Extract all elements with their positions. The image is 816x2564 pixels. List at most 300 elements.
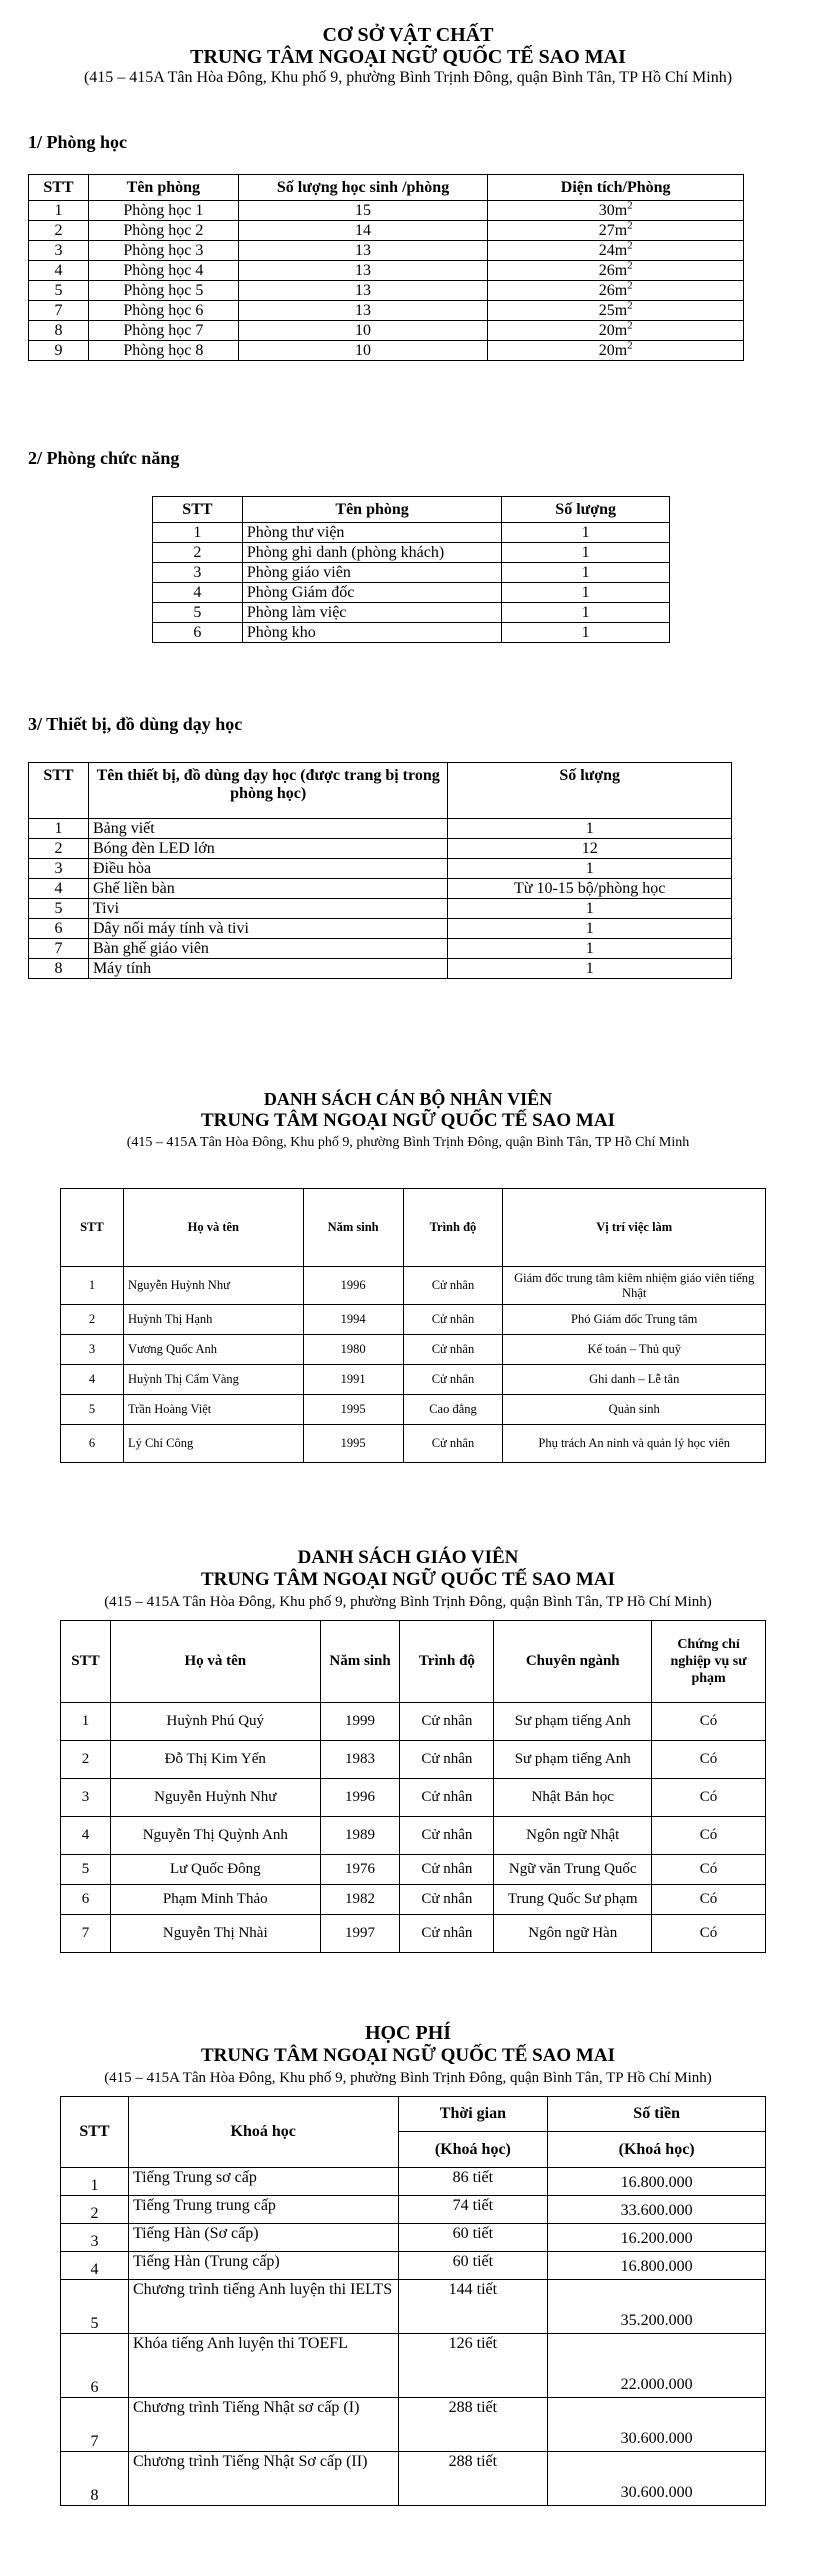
row-students: 14 [238,221,488,241]
row-full-name: Huỳnh Thị Cẩm Vàng [123,1365,303,1395]
teachers-title: DANH SÁCH GIÁO VIÊN [297,1547,519,1568]
table-row [29,201,744,221]
col-fee-label: Số tiền [548,2097,765,2132]
facility-org: TRUNG TÂM NGOẠI NGỮ QUỐC TẾ SAO MAI [190,46,626,68]
classrooms-heading: 1/ Phòng học [28,132,128,152]
area-unit: m [614,261,628,279]
col-stt: STT [29,175,89,201]
table-row [61,1305,766,1335]
row-duration: 86 tiết [398,2168,548,2196]
area-unit: m [614,321,628,339]
row-full-name: Lư Quốc Đông [110,1855,320,1885]
row-certificate: Có [652,1855,766,1885]
table-row [153,563,670,583]
table-row [29,221,744,241]
row-stt: 2 [61,1305,124,1335]
table-row [29,341,744,361]
row-stt: 5 [29,281,89,301]
col-level: Trình độ [403,1189,503,1267]
equipment-table [28,762,732,979]
row-level: Cử nhân [400,1915,494,1953]
row-quantity: 1 [502,623,670,643]
row-full-name: Huỳnh Thị Hạnh [123,1305,303,1335]
row-area [488,241,744,261]
table-row [61,1817,766,1855]
col-position: Vị trí việc làm [503,1189,766,1267]
fees-title: HỌC PHÍ [364,2022,452,2044]
col-duration-sub: (Khoá học) [434,2141,511,2158]
row-birth-year: 1999 [320,1703,400,1741]
row-stt: 5 [153,603,243,623]
col-room-name: Tên phòng [242,497,501,523]
col-course: Khoá học [128,2097,398,2168]
staff-title: DANH SÁCH CÁN BỘ NHÂN VIÊN [263,1089,553,1109]
table-row [61,2168,766,2196]
row-birth-year: 1976 [320,1855,400,1885]
table-row [61,1855,766,1885]
row-level: Cử nhân [400,1779,494,1817]
row-quantity: 1 [448,859,732,879]
row-stt: 6 [29,919,89,939]
equipment-heading: 3/ Thiết bị, đồ dùng dạy học [28,714,243,734]
area-exponent: 2 [627,239,633,252]
function-rooms-heading: 2/ Phòng chức năng [28,448,180,468]
col-certificate: Chứng chỉ nghiệp vụ sư phạm [652,1621,766,1703]
row-position: Phụ trách An ninh và quản lý học viên [503,1425,766,1463]
table-row [153,603,670,623]
row-stt: 3 [61,1335,124,1365]
row-birth-year: 1980 [303,1335,403,1365]
row-birth-year: 1997 [320,1915,400,1953]
area-unit: m [614,241,628,259]
row-quantity: 1 [502,583,670,603]
row-level: Cao đẳng [403,1395,503,1425]
teachers-header-row [61,1621,766,1703]
area-exponent: 2 [627,319,633,332]
row-course: Tiếng Hàn (Trung cấp) [128,2252,398,2280]
table-row [61,2252,766,2280]
row-room-name: Phòng Giám đốc [242,583,501,603]
col-equipment-name: Tên thiết bị, đồ dùng dạy học (được trang bị trong phòng học) [88,763,447,819]
table-row [29,241,744,261]
col-major: Chuyên ngành [494,1621,652,1703]
row-quantity: 1 [502,563,670,583]
area-value: 20 [598,321,615,339]
area-unit: m [614,221,628,239]
row-duration: 126 tiết [398,2334,548,2398]
row-students: 13 [238,241,488,261]
row-stt: 2 [61,2196,129,2224]
row-position: Phó Giám đốc Trung tâm [503,1305,766,1335]
table-row [153,543,670,563]
table-row [61,2280,766,2334]
staff-org: TRUNG TÂM NGOẠI NGỮ QUỐC TẾ SAO MAI [201,1110,615,1131]
col-level: Trình độ [400,1621,494,1703]
row-fee: 30.600.000 [548,2452,766,2506]
col-fee-sub: (Khoá học) [618,2141,695,2158]
col-quantity: Số lượng [502,497,670,523]
area-exponent: 2 [627,259,633,272]
area-exponent: 2 [627,339,633,352]
row-students: 13 [238,301,488,321]
row-certificate: Có [652,1817,766,1855]
fees-org: TRUNG TÂM NGOẠI NGỮ QUỐC TẾ SAO MAI [201,2045,615,2066]
area-exponent: 2 [627,279,633,292]
row-full-name: Phạm Minh Thảo [110,1885,320,1915]
row-certificate: Có [652,1741,766,1779]
row-birth-year: 1994 [303,1305,403,1335]
row-area [488,201,744,221]
table-row [61,1885,766,1915]
row-major: Sư phạm tiếng Anh [494,1703,652,1741]
table-row [61,2452,766,2506]
table-row [61,1267,766,1305]
row-equipment-name: Tivi [88,899,447,919]
row-birth-year: 1982 [320,1885,400,1915]
col-stt: STT [61,2097,129,2168]
row-full-name: Huỳnh Phú Quý [110,1703,320,1741]
row-area [488,221,744,241]
table-row [29,859,732,879]
table-row [61,1915,766,1953]
row-course: Khóa tiếng Anh luyện thi TOEFL [128,2334,398,2398]
row-certificate: Có [652,1885,766,1915]
table-row [29,261,744,281]
area-value: 30 [598,201,615,219]
row-room-name: Phòng học 3 [88,241,238,261]
row-stt: 1 [61,1703,111,1741]
row-fee: 16.800.000 [548,2168,766,2196]
row-level: Cử nhân [403,1365,503,1395]
col-birth-year: Năm sinh [320,1621,400,1703]
row-stt: 4 [61,1817,111,1855]
row-duration: 60 tiết [398,2224,548,2252]
row-stt: 3 [29,859,89,879]
row-quantity: 1 [448,899,732,919]
col-fee [548,2097,766,2168]
col-duration-label: Thời gian [399,2097,548,2132]
table-row [153,583,670,603]
col-room-name: Tên phòng [88,175,238,201]
table-row [61,2196,766,2224]
table-row [29,819,732,839]
col-students: Số lượng học sinh /phòng [238,175,488,201]
table-row [61,1703,766,1741]
row-level: Cử nhân [400,1703,494,1741]
row-area [488,281,744,301]
row-stt: 2 [29,839,89,859]
row-area [488,301,744,321]
row-room-name: Phòng học 4 [88,261,238,281]
row-quantity: 1 [502,543,670,563]
row-equipment-name: Điều hòa [88,859,447,879]
area-value: 24 [598,241,615,259]
row-quantity: 1 [502,523,670,543]
row-duration: 74 tiết [398,2196,548,2224]
row-equipment-name: Bóng đèn LED lớn [88,839,447,859]
row-room-name: Phòng học 7 [88,321,238,341]
table-row [29,321,744,341]
row-fee: 16.800.000 [548,2252,766,2280]
col-duration [398,2097,548,2168]
row-stt: 8 [29,321,89,341]
row-quantity: 1 [502,603,670,623]
row-full-name: Nguyễn Huỳnh Như [110,1779,320,1817]
table-row [29,879,732,899]
staff-header-row [61,1189,766,1267]
table-row [61,2398,766,2452]
table-row [61,2334,766,2398]
row-birth-year: 1983 [320,1741,400,1779]
row-birth-year: 1991 [303,1365,403,1395]
row-fee: 30.600.000 [548,2398,766,2452]
col-stt: STT [153,497,243,523]
row-stt: 3 [153,563,243,583]
area-value: 26 [598,281,615,299]
area-value: 27 [598,221,615,239]
row-stt: 1 [61,1267,124,1305]
row-quantity: 1 [448,919,732,939]
table-row [61,1335,766,1365]
row-quantity: 1 [448,939,732,959]
area-value: 20 [598,341,615,359]
row-major: Sư phạm tiếng Anh [494,1741,652,1779]
row-certificate: Có [652,1915,766,1953]
row-course: Chương trình tiếng Anh luyện thi IELTS [128,2280,398,2334]
row-stt: 4 [153,583,243,603]
facility-title: CƠ SỞ VẬT CHẤT [322,24,494,46]
row-room-name: Phòng làm việc [242,603,501,623]
row-course: Tiếng Hàn (Sơ cấp) [128,2224,398,2252]
row-quantity: 12 [448,839,732,859]
classrooms-table [28,174,744,361]
row-room-name: Phòng học 6 [88,301,238,321]
table-row [29,939,732,959]
function-rooms-header-row [153,497,670,523]
row-full-name: Vương Quốc Anh [123,1335,303,1365]
row-stt: 1 [29,819,89,839]
row-full-name: Nguyễn Huỳnh Như [123,1267,303,1305]
row-level: Cử nhân [400,1741,494,1779]
row-area [488,321,744,341]
table-row [29,899,732,919]
row-major: Ngữ văn Trung Quốc [494,1855,652,1885]
row-birth-year: 1996 [320,1779,400,1817]
row-birth-year: 1995 [303,1425,403,1463]
area-value: 26 [598,261,615,279]
row-full-name: Nguyễn Thị Nhài [110,1915,320,1953]
table-row [153,523,670,543]
row-birth-year: 1989 [320,1817,400,1855]
table-row [153,623,670,643]
row-stt: 5 [61,2280,129,2334]
row-birth-year: 1996 [303,1267,403,1305]
row-students: 13 [238,261,488,281]
facility-address: (415 – 415A Tân Hòa Đông, Khu phố 9, phường Bình Trịnh Đông, quận Bình Tân, TP Hồ Chí Minh) [83,69,733,86]
row-level: Cử nhân [400,1855,494,1885]
teachers-org: TRUNG TÂM NGOẠI NGỮ QUỐC TẾ SAO MAI [201,1569,615,1590]
row-position: Giám đốc trung tâm kiêm nhiệm giáo viên tiếng Nhật [503,1267,766,1305]
row-equipment-name: Ghế liền bàn [88,879,447,899]
row-level: Cử nhân [400,1817,494,1855]
col-full-name: Họ và tên [110,1621,320,1703]
row-stt: 1 [153,523,243,543]
row-quantity: 1 [448,819,732,839]
row-stt: 6 [61,2334,129,2398]
table-row [61,1425,766,1463]
area-exponent: 2 [627,199,633,212]
row-full-name: Đỗ Thị Kim Yến [110,1741,320,1779]
row-stt: 4 [61,1365,124,1395]
table-row [61,2224,766,2252]
row-stt: 9 [29,341,89,361]
row-level: Cử nhân [403,1267,503,1305]
row-major: Nhật Bản học [494,1779,652,1817]
table-row [29,839,732,859]
row-fee: 16.200.000 [548,2224,766,2252]
row-duration: 144 tiết [398,2280,548,2334]
col-birth-year: Năm sinh [303,1189,403,1267]
row-stt: 3 [29,241,89,261]
row-course: Chương trình Tiếng Nhật sơ cấp (I) [128,2398,398,2452]
row-position: Kế toán – Thủ quỹ [503,1335,766,1365]
row-full-name: Lý Chí Công [123,1425,303,1463]
row-duration: 288 tiết [398,2398,548,2452]
row-stt: 7 [61,1915,111,1953]
row-duration: 288 tiết [398,2452,548,2506]
staff-table [60,1188,766,1463]
row-equipment-name: Bảng viết [88,819,447,839]
row-students: 10 [238,341,488,361]
col-quantity: Số lượng [448,763,732,819]
row-room-name: Phòng thư viện [242,523,501,543]
col-full-name: Họ và tên [123,1189,303,1267]
col-area: Diện tích/Phòng [488,175,744,201]
row-area [488,261,744,281]
row-level: Cử nhân [403,1425,503,1463]
row-stt: 5 [61,1395,124,1425]
staff-address: (415 – 415A Tân Hòa Đông, Khu phố 9, phường Bình Trịnh Đông, quận Bình Tân, TP Hồ Chí Minh [126,1135,690,1150]
row-fee: 35.200.000 [548,2280,766,2334]
row-room-name: Phòng học 5 [88,281,238,301]
row-quantity: 1 [448,959,732,979]
teachers-table [60,1620,766,1953]
row-fee: 33.600.000 [548,2196,766,2224]
row-level: Cử nhân [403,1335,503,1365]
row-position: Quản sinh [503,1395,766,1425]
row-fee: 22.000.000 [548,2334,766,2398]
area-value: 25 [598,301,615,319]
row-certificate: Có [652,1779,766,1817]
row-full-name: Nguyễn Thị Quỳnh Anh [110,1817,320,1855]
row-students: 10 [238,321,488,341]
row-room-name: Phòng học 2 [88,221,238,241]
row-stt: 5 [61,1855,111,1885]
col-stt: STT [61,1621,111,1703]
row-course: Chương trình Tiếng Nhật Sơ cấp (II) [128,2452,398,2506]
table-row [61,1741,766,1779]
area-unit: m [614,201,628,219]
fees-header-row [61,2097,766,2168]
teachers-address: (415 – 415A Tân Hòa Đông, Khu phố 9, phường Bình Trịnh Đông, quận Bình Tân, TP Hồ Chí Minh) [104,1594,712,1610]
row-birth-year: 1995 [303,1395,403,1425]
fees-table [60,2096,766,2506]
row-duration: 60 tiết [398,2252,548,2280]
classrooms-header-row [29,175,744,201]
area-exponent: 2 [627,219,633,232]
row-room-name: Phòng ghi danh (phòng khách) [242,543,501,563]
equipment-header-row [29,763,732,819]
row-course: Tiếng Trung trung cấp [128,2196,398,2224]
row-certificate: Có [652,1703,766,1741]
row-stt: 8 [61,2452,129,2506]
row-major: Ngôn ngữ Hàn [494,1915,652,1953]
fees-address: (415 – 415A Tân Hòa Đông, Khu phố 9, phường Bình Trịnh Đông, quận Bình Tân, TP Hồ Chí Minh) [104,2070,712,2086]
row-room-name: Phòng kho [242,623,501,643]
row-stt: 2 [61,1741,111,1779]
row-stt: 4 [29,879,89,899]
row-stt: 2 [153,543,243,563]
row-room-name: Phòng giáo viên [242,563,501,583]
area-exponent: 2 [627,299,633,312]
row-level: Cử nhân [403,1305,503,1335]
table-row [29,281,744,301]
row-stt: 4 [29,261,89,281]
area-unit: m [614,301,628,319]
table-row [61,1395,766,1425]
row-room-name: Phòng học 1 [88,201,238,221]
row-quantity: Từ 10-15 bộ/phòng học [448,879,732,899]
row-stt: 3 [61,2224,129,2252]
row-stt: 7 [29,939,89,959]
table-row [61,1365,766,1395]
row-stt: 6 [153,623,243,643]
row-level: Cử nhân [400,1885,494,1915]
row-major: Ngôn ngữ Nhật [494,1817,652,1855]
row-stt: 3 [61,1779,111,1817]
row-stt: 8 [29,959,89,979]
row-stt: 4 [61,2252,129,2280]
row-equipment-name: Máy tính [88,959,447,979]
row-equipment-name: Bàn ghế giáo viên [88,939,447,959]
row-students: 15 [238,201,488,221]
col-stt: STT [29,763,89,819]
function-rooms-table [152,496,670,643]
row-position: Ghi danh – Lễ tân [503,1365,766,1395]
row-stt: 7 [61,2398,129,2452]
table-row [29,959,732,979]
area-unit: m [614,281,628,299]
table-row [29,301,744,321]
row-course: Tiếng Trung sơ cấp [128,2168,398,2196]
row-equipment-name: Dây nối máy tính và tivi [88,919,447,939]
row-stt: 6 [61,1425,124,1463]
row-stt: 5 [29,899,89,919]
table-row [29,919,732,939]
table-row [61,1779,766,1817]
row-room-name: Phòng học 8 [88,341,238,361]
row-students: 13 [238,281,488,301]
row-stt: 6 [61,1885,111,1915]
row-major: Trung Quốc Sư phạm [494,1885,652,1915]
row-stt: 1 [61,2168,129,2196]
row-stt: 7 [29,301,89,321]
row-stt: 2 [29,221,89,241]
row-area [488,341,744,361]
row-full-name: Trần Hoàng Việt [123,1395,303,1425]
area-unit: m [614,341,628,359]
col-stt: STT [61,1189,124,1267]
